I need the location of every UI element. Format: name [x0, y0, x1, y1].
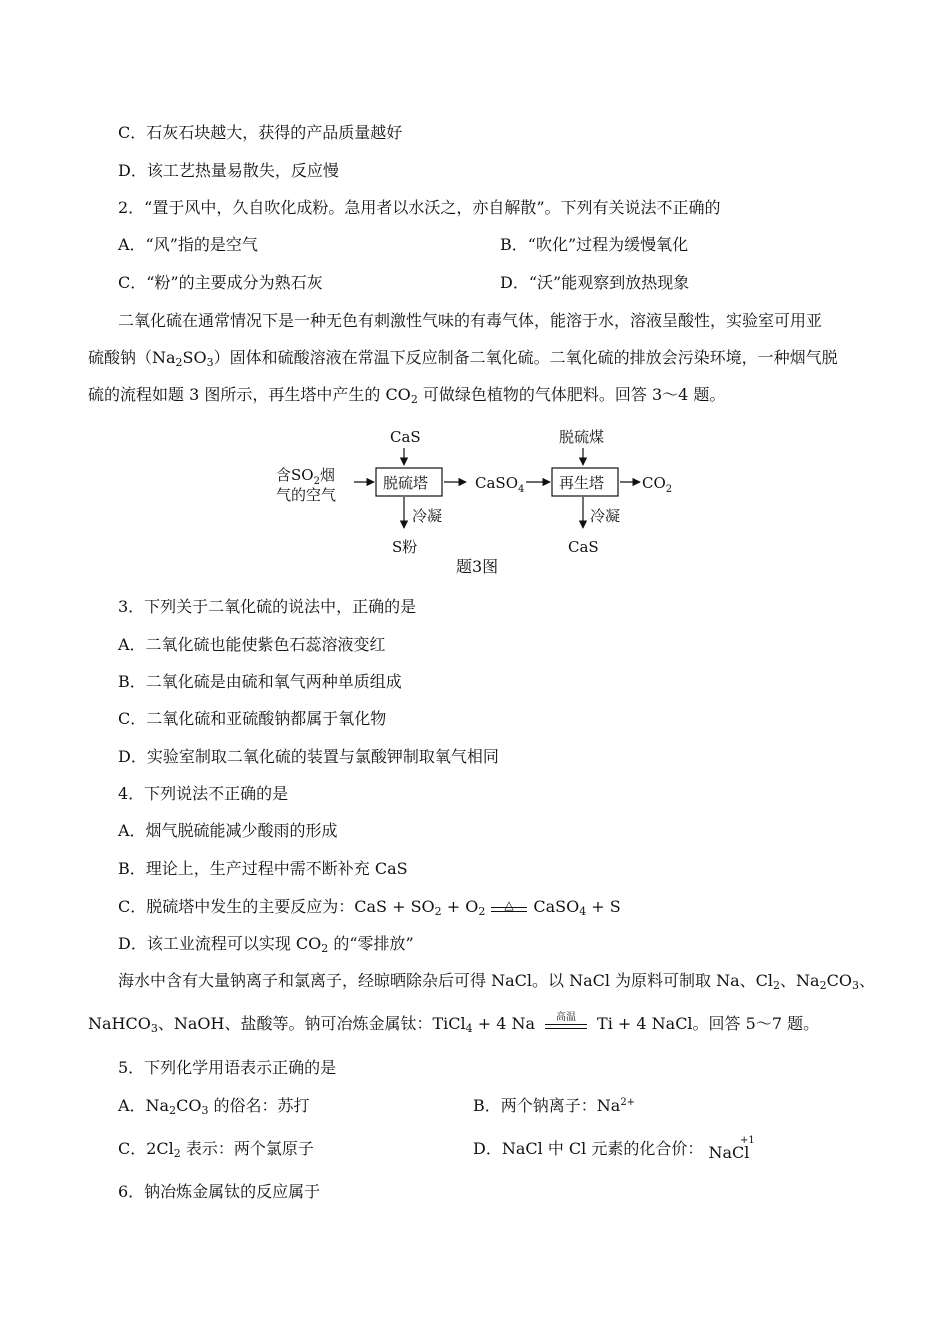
flow-diagram [270, 420, 690, 580]
q2-option-b: B．“吹化”过程为缓慢氧化 [500, 235, 689, 254]
condense-label-2: 冷凝 [590, 507, 621, 525]
q5-option-a: A．$Na_2CO_3$ 的俗名：苏打 [118, 1096, 310, 1117]
sulfur-powder-label: S粉 [392, 538, 418, 556]
passage1-line2: 硫酸钠$(Na_2SO_3)$固体和硫酸溶液在常温下反应制备二氧化硫。二氧化硫的排放会污染环境，一种烟气脱 [88, 348, 838, 369]
heating-equals-sign: △ [491, 898, 527, 918]
q2-option-c: C．“粉”的主要成分为熟石灰 [118, 273, 323, 292]
passage2-line1: 海水中含有大量钠离子和氯离子，经晾晒除杂后可得 NaCl。以 NaCl 为原料可制取 Na、$Cl_2$、$Na_2CO_3$、 [118, 971, 875, 992]
q5-option-b: B．两个钠离子：$Na^{2+}$ [473, 1096, 636, 1115]
q4-option-a: A．烟气脱硫能减少酸雨的形成 [118, 821, 338, 840]
regeneration-tower-label: 再生塔 [559, 474, 605, 492]
condense-label-1: 冷凝 [412, 507, 443, 525]
q3-option-c: C．二氧化硫和亚硫酸钠都属于氧化物 [118, 709, 387, 728]
q3-stem: 3．下列关于二氧化硫的说法中，正确的是 [118, 597, 417, 616]
q4-option-d: D．该工业流程可以实现 $CO_2$ 的“零排放” [118, 934, 414, 955]
high-temp-equals-sign: 高温 [545, 1015, 587, 1035]
q3-option-a: A．二氧化硫也能使紫色石蕊溶液变红 [118, 635, 386, 654]
q2-option-d: D．“沃”能观察到放热现象 [500, 273, 690, 292]
desulfurization-tower-label: 脱硫塔 [383, 474, 429, 492]
cas-output-label: CaS [568, 538, 599, 556]
passage1-line3: 硫的流程如题 3 图所示，再生塔中产生的 $CO_2$ 可做绿色植物的气体肥料。回答 3～4 题。 [88, 385, 726, 406]
q3-option-b: B．二氧化硫是由硫和氧气两种单质组成 [118, 672, 402, 691]
q4-option-c: C．脱硫塔中发生的主要反应为：CaS + $SO_2 + O_2$ △ CaSO$_4$ + S [118, 897, 621, 918]
q1-option-c: C．石灰石块越大，获得的产品质量越好 [118, 123, 403, 142]
q5-stem: 5．下列化学用语表示正确的是 [118, 1058, 337, 1077]
figure-caption: 题3图 [456, 557, 499, 576]
feed-label-line2: 气的空气 [276, 486, 337, 504]
passage1-line1: 二氧化硫在通常情况下是一种无色有刺激性气味的有毒气体，能溶于水，溶液呈酸性，实验室可用亚 [118, 311, 823, 330]
co2-output-label: $CO_2$ [642, 474, 673, 495]
input-coal-label: 脱硫煤 [559, 428, 605, 446]
input-cas-label: CaS [390, 428, 421, 446]
feed-label-line1: 含$SO_2$烟 [276, 466, 335, 487]
caso4-label: CaSO$_4$ [475, 474, 525, 495]
valence-notation: Na +1 Cl [708, 1135, 755, 1162]
q5-option-c: C．$2Cl_2$ 表示：两个氯原子 [118, 1139, 314, 1160]
q2-option-a: A．“风”指的是空气 [118, 235, 258, 254]
q2-stem: 2．“置于风中，久自吹化成粉。急用者以水沃之，亦自解散”。下列有关说法不正确的 [118, 198, 721, 217]
q5-option-d: D．NaCl 中 Cl 元素的化合价： Na +1 Cl [473, 1135, 755, 1162]
q4-option-b: B．理论上，生产过程中需不断补充 CaS [118, 859, 408, 878]
q1-option-d: D．该工艺热量易散失，反应慢 [118, 161, 339, 180]
q3-option-d: D．实验室制取二氧化硫的装置与氯酸钾制取氧气相同 [118, 747, 499, 766]
q4-stem: 4．下列说法不正确的是 [118, 784, 289, 803]
q6-stem: 6．钠冶炼金属钛的反应属于 [118, 1182, 321, 1201]
passage2-line2: NaHCO$_3$、NaOH、盐酸等。钠可冶炼金属钛：TiCl$_4$ + 4 Na 高温 Ti + 4 NaCl。回答 5～7 题。 [88, 1011, 820, 1035]
